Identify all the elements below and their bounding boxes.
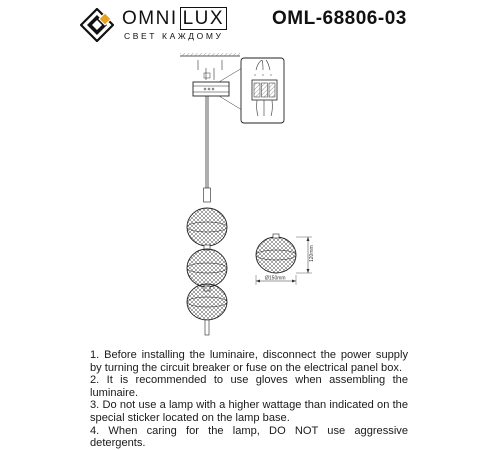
instruction-item: 2. It is recommended to use gloves when assembling the luminaire. [90, 374, 408, 399]
globe-shade-bottom [187, 284, 227, 320]
ceiling-line [180, 53, 240, 56]
brand-name-lux: LUX [180, 7, 227, 30]
terminal-block-detail [241, 58, 284, 123]
height-label: 120mm [309, 245, 315, 262]
instruction-item: 1. Before installing the luminaire, disconnect the power supply by turning the circuit breaker or fuse on the electrical panel box. [90, 349, 408, 374]
instruction-item: 4. When caring for the lamp, DO NOT use aggressive detergents. [90, 424, 408, 450]
width-label: Ø150mm [265, 275, 286, 282]
bottom-finial [205, 320, 209, 335]
model-number: OML-68806-03 [272, 8, 407, 29]
globe-dimension-view [256, 234, 296, 273]
mounting-bracket [198, 60, 222, 80]
canopy [193, 82, 229, 96]
suspension-rod [204, 96, 211, 202]
safety-instructions [90, 349, 408, 450]
width-dimension [256, 275, 296, 285]
globe-shade-middle [187, 249, 227, 287]
brand-name-omni: OMNI [122, 8, 178, 29]
instruction-item: 3. Do not use a lamp with a higher wattage than indicated on the special sticker located on the lamp base. [90, 399, 408, 424]
height-dimension [296, 237, 315, 273]
brand-tagline: СВЕТ КАЖДОМУ [124, 31, 224, 41]
globe-shade-top [187, 208, 227, 246]
